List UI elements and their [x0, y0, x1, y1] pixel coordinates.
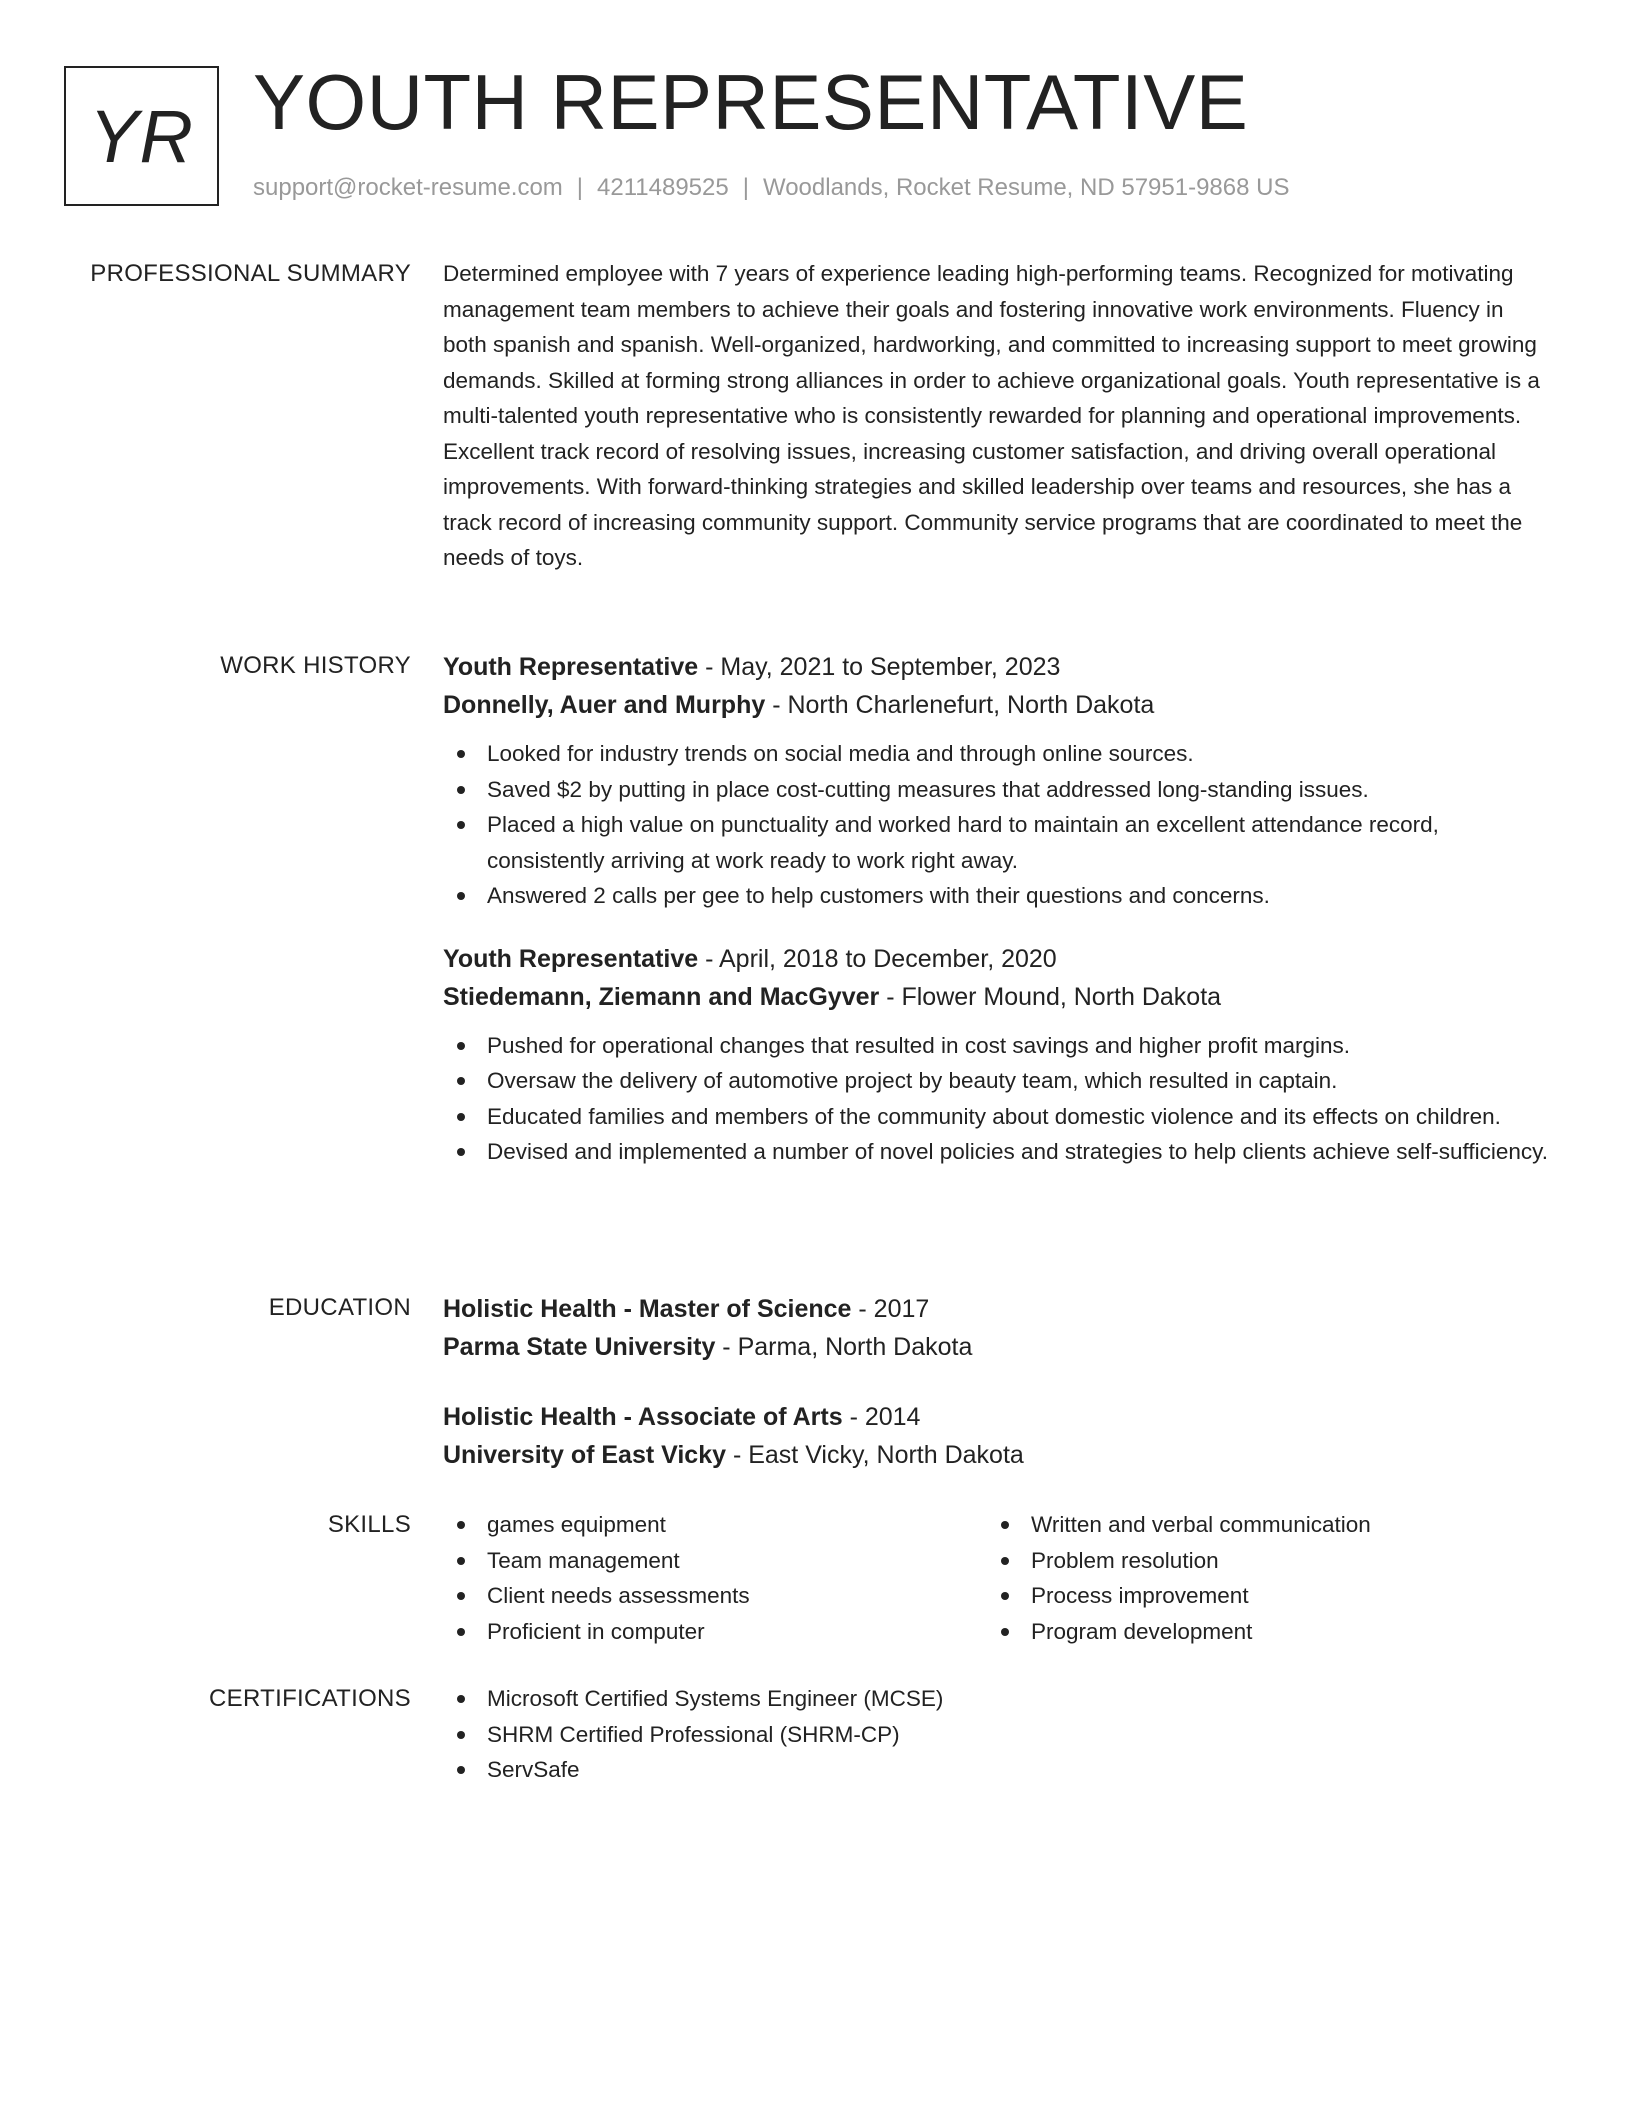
school-line	[443, 1328, 1553, 1366]
list-item	[443, 1681, 1553, 1717]
bullet-text: Devised and implemented a number of novel policies and strategies to help clients achieve self-sufficiency.	[487, 1139, 1548, 1164]
bullet-icon	[1001, 1521, 1009, 1529]
job-dates: - April, 2018 to December, 2020	[698, 944, 1057, 973]
skill-text: Client needs assessments	[487, 1583, 750, 1608]
section-label-summary: PROFESSIONAL SUMMARY	[90, 260, 411, 287]
list-item	[987, 1543, 1531, 1579]
certifications-body	[443, 1681, 1553, 1788]
education-entry	[443, 1290, 1553, 1366]
degree-line	[443, 1290, 1553, 1328]
job-title-line	[443, 648, 1553, 686]
list-item	[443, 1099, 1553, 1135]
list-item	[443, 1614, 987, 1650]
bullet-text: Placed a high value on punctuality and worked hard to maintain an excellent attendance record, consistently arriving at work ready to work right away.	[487, 812, 1439, 873]
bullet-icon	[457, 1042, 465, 1050]
job-entry	[443, 648, 1553, 914]
monogram-logo: YR	[64, 66, 219, 206]
bullet-icon	[457, 1731, 465, 1739]
degree-line	[443, 1398, 1553, 1436]
bullet-icon	[457, 1521, 465, 1529]
school-line	[443, 1436, 1553, 1474]
section-label-work-history: WORK HISTORY	[220, 652, 411, 679]
bullet-icon	[1001, 1557, 1009, 1565]
bullet-text: Answered 2 calls per gee to help customers with their questions and concerns.	[487, 883, 1270, 908]
school-location: - Parma, North Dakota	[715, 1333, 973, 1361]
certification-text: ServSafe	[487, 1757, 580, 1782]
job-bullets	[443, 736, 1553, 914]
bullet-text: Pushed for operational changes that resulted in cost savings and higher profit margins.	[487, 1032, 1351, 1058]
bullet-icon	[1001, 1592, 1009, 1600]
list-item	[987, 1578, 1531, 1614]
job-bullets	[443, 1028, 1553, 1170]
list-item	[987, 1507, 1531, 1543]
list-item	[443, 736, 1553, 772]
list-item	[443, 772, 1553, 808]
skill-text: Written and verbal communication	[1031, 1512, 1371, 1537]
skills-column-left	[443, 1507, 987, 1649]
bullet-icon	[457, 1077, 465, 1085]
certification-text: SHRM Certified Professional (SHRM-CP)	[487, 1721, 900, 1747]
bullet-text: Looked for industry trends on social media and through online sources.	[487, 741, 1194, 766]
bullet-icon	[457, 1148, 465, 1156]
contact-separator: |	[742, 174, 749, 201]
skills-list	[987, 1507, 1531, 1649]
bullet-icon	[457, 786, 465, 794]
degree: Holistic Health - Associate of Arts	[443, 1403, 843, 1431]
job-dates: - May, 2021 to September, 2023	[698, 653, 1061, 681]
education-entry	[443, 1398, 1553, 1474]
skill-text: Program development	[1031, 1618, 1253, 1644]
list-item	[443, 1063, 1553, 1099]
job-company: Stiedemann, Ziemann and MacGyver	[443, 982, 880, 1011]
degree: Holistic Health - Master of Science	[443, 1295, 852, 1323]
job-company-line	[443, 686, 1553, 724]
certifications-list	[443, 1681, 1553, 1788]
bullet-icon	[457, 1695, 465, 1703]
contact-email: support@rocket-resume.com	[253, 174, 563, 201]
list-item	[443, 1717, 1553, 1753]
skill-text: Proficient in computer	[487, 1618, 705, 1644]
list-item	[443, 1134, 1553, 1170]
degree-year: - 2017	[851, 1295, 930, 1323]
school-location: - East Vicky, North Dakota	[726, 1441, 1024, 1469]
degree-year: - 2014	[842, 1403, 921, 1431]
section-label-certifications: CERTIFICATIONS	[209, 1685, 411, 1712]
list-item	[443, 1507, 987, 1543]
skills-column-right	[987, 1507, 1531, 1649]
list-item	[987, 1614, 1531, 1650]
certification-text: Microsoft Certified Systems Engineer (MCSE)	[487, 1686, 944, 1711]
job-title-line	[443, 940, 1553, 978]
list-item	[443, 1578, 987, 1614]
bullet-icon	[457, 1557, 465, 1565]
bullet-icon	[457, 821, 465, 829]
list-item	[443, 807, 1553, 878]
job-location: - Flower Mound, North Dakota	[879, 982, 1222, 1011]
job-entry	[443, 940, 1553, 1170]
section-label-skills: SKILLS	[327, 1511, 411, 1538]
summary-text: Determined employee with 7 years of experience leading high-performing teams. Recognized for motivating management team members to achieve their goals and fostering innovative work environments. Fluency in both spanish and spanish. Well-organized, hardworking, and committed to increasing support to meet growing demands. Skilled at forming strong alliances in order to achieve organizational goals. Youth representative is a multi-talented youth representative who is consistently rewarded for planning and operational improvements. Excellent track record of resolving issues, increasing customer satisfaction, and driving overall operational improvements. With forward-thinking strategies and skilled leadership over teams and resources, she has a track record of increasing community support. Community service programs that are coordinated to meet the needs of toys.	[443, 261, 1540, 570]
skill-text: Problem resolution	[1031, 1547, 1219, 1573]
contact-phone: 4211489525	[597, 174, 729, 201]
contact-address: Woodlands, Rocket Resume, ND 57951-9868 US	[762, 174, 1290, 201]
list-item	[443, 878, 1553, 914]
work-history-body	[443, 648, 1553, 1170]
bullet-icon	[457, 1113, 465, 1121]
bullet-text: Oversaw the delivery of automotive project by beauty team, which resulted in captain.	[487, 1068, 1338, 1093]
list-item	[443, 1752, 1553, 1788]
summary-body	[443, 256, 1553, 576]
skills-list	[443, 1507, 987, 1649]
education-body	[443, 1290, 1553, 1474]
school: Parma State University	[443, 1333, 716, 1361]
bullet-icon	[1001, 1628, 1009, 1636]
skill-text: games equipment	[487, 1512, 666, 1537]
job-title: Youth Representative	[443, 944, 699, 973]
bullet-icon	[457, 1628, 465, 1636]
job-title: Youth Representative	[443, 653, 699, 681]
job-company-line	[443, 978, 1553, 1016]
school: University of East Vicky	[443, 1441, 727, 1469]
skill-text: Team management	[487, 1547, 680, 1573]
list-item	[443, 1028, 1553, 1064]
bullet-icon	[457, 1766, 465, 1774]
bullet-icon	[457, 1592, 465, 1600]
bullet-icon	[457, 750, 465, 758]
page-title: YOUTH REPRESENTATIVE	[253, 58, 1249, 146]
contact-separator: |	[576, 174, 584, 201]
skill-text: Process improvement	[1031, 1583, 1249, 1608]
job-location: - North Charlenefurt, North Dakota	[765, 691, 1155, 719]
bullet-icon	[457, 892, 465, 900]
skills-body	[443, 1507, 1553, 1649]
bullet-text: Educated families and members of the community about domestic violence and its effects on children.	[487, 1103, 1501, 1129]
list-item	[443, 1543, 987, 1579]
contact-line	[253, 172, 1289, 204]
section-label-education: EDUCATION	[268, 1294, 411, 1321]
skills-grid	[443, 1507, 1553, 1649]
bullet-text: Saved $2 by putting in place cost-cutting measures that addressed long-standing issues.	[487, 776, 1369, 802]
job-company: Donnelly, Auer and Murphy	[443, 691, 766, 719]
